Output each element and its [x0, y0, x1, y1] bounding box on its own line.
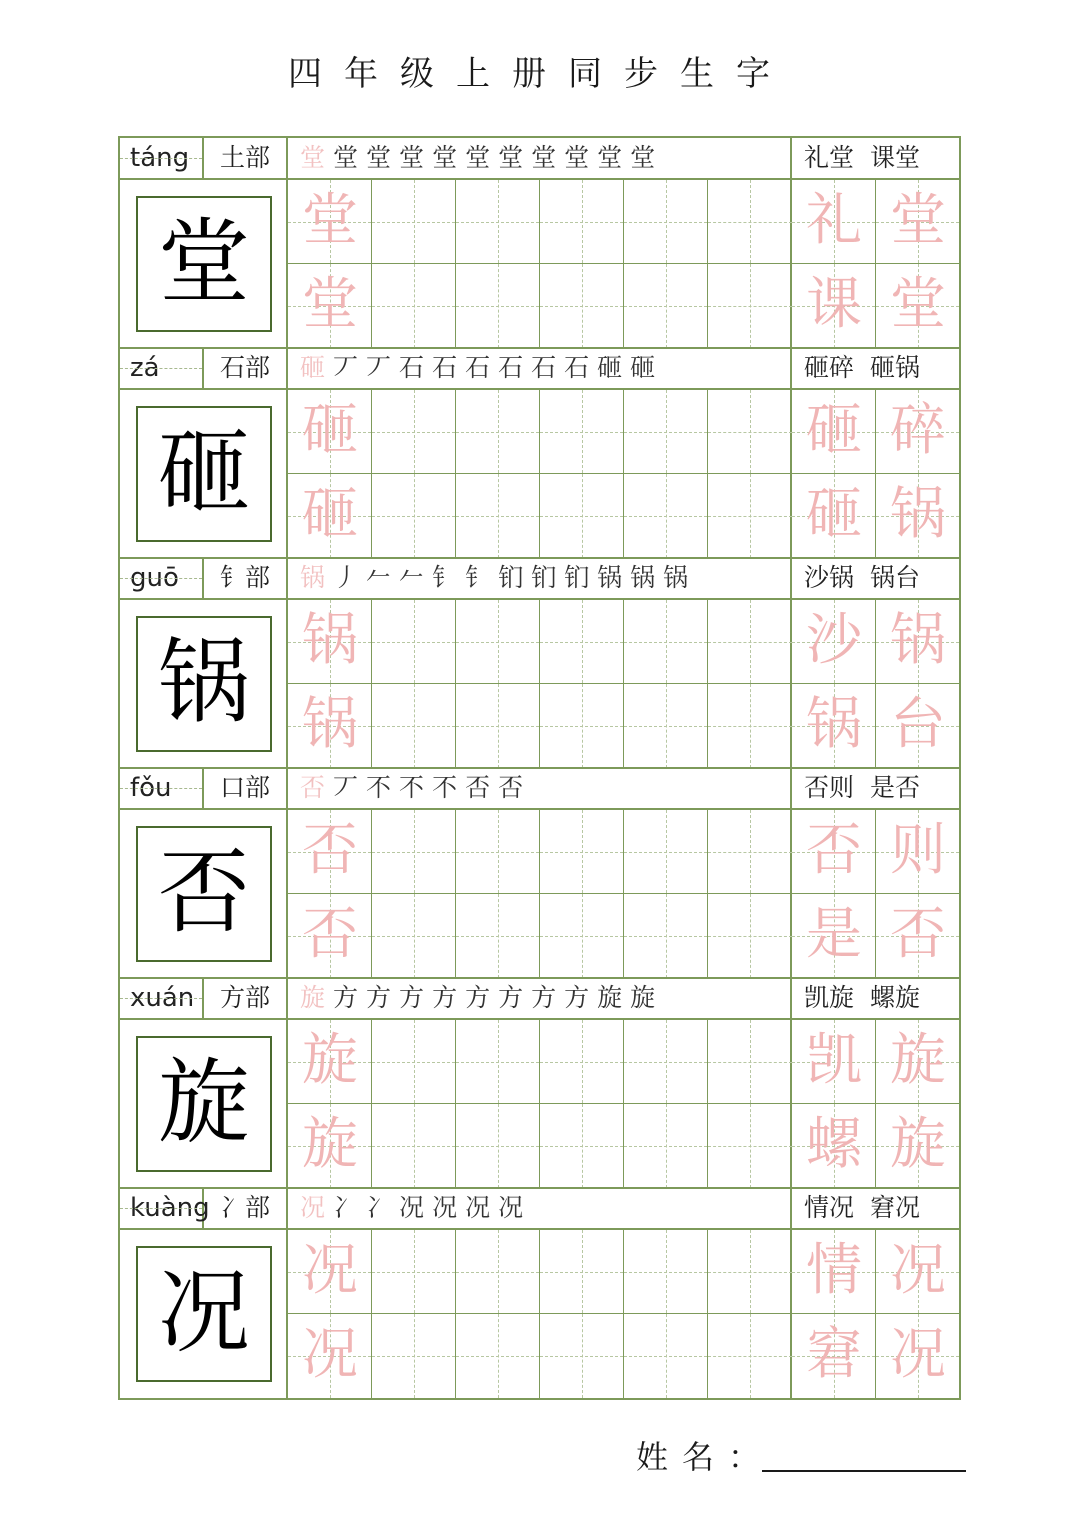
- practice-cell[interactable]: [456, 810, 540, 894]
- practice-cell[interactable]: [708, 1230, 792, 1314]
- main-character: 旋: [136, 1036, 272, 1172]
- stroke-step: 𠂉: [366, 563, 392, 592]
- stroke-step: 钔: [564, 563, 590, 592]
- trace-word-character: 是: [806, 902, 862, 967]
- stroke-step: 砸: [630, 353, 656, 382]
- word-cell[interactable]: [792, 810, 876, 894]
- stroke-step: 石: [432, 353, 458, 382]
- practice-cell[interactable]: [624, 1020, 708, 1104]
- stroke-order: [288, 558, 792, 598]
- practice-cell[interactable]: [624, 264, 708, 348]
- practice-cell[interactable]: [456, 180, 540, 264]
- practice-cell[interactable]: [456, 1020, 540, 1104]
- practice-cell[interactable]: [456, 474, 540, 558]
- word-practice-grid: [792, 1230, 959, 1399]
- practice-cell[interactable]: [540, 684, 624, 768]
- character-header-row: [120, 558, 959, 600]
- practice-cell[interactable]: [372, 180, 456, 264]
- main-character-cell: [120, 810, 288, 979]
- word-cell[interactable]: [876, 1230, 959, 1314]
- practice-cell[interactable]: [708, 264, 792, 348]
- stroke-step: 石: [564, 353, 590, 382]
- stroke-step: 堂: [399, 143, 425, 172]
- word-cell[interactable]: [876, 180, 959, 264]
- practice-cell[interactable]: [624, 474, 708, 558]
- word-cell[interactable]: [876, 390, 959, 474]
- trace-word-character: 砸: [806, 482, 862, 547]
- stroke-step: 方: [465, 983, 491, 1012]
- trace-character: 堂: [302, 272, 358, 337]
- vocab-word: 窘况: [870, 1193, 921, 1222]
- character-header-row: [120, 1188, 959, 1230]
- stroke-step: 否: [465, 773, 491, 802]
- radical-label: 钅部: [204, 558, 288, 598]
- practice-cell[interactable]: [372, 390, 456, 474]
- vocab-word: 凯旋: [804, 983, 855, 1012]
- practice-cell[interactable]: [288, 684, 372, 768]
- vocab-word: 沙锅: [804, 563, 855, 592]
- trace-character: 锅: [302, 608, 358, 673]
- name-label: 姓名：: [636, 1438, 775, 1476]
- stroke-step: 丆: [366, 353, 392, 382]
- trace-word-character: 旋: [890, 1112, 946, 1177]
- practice-grid: [288, 1020, 792, 1189]
- practice-cell[interactable]: [624, 390, 708, 474]
- practice-cell[interactable]: [540, 1104, 624, 1188]
- word-list: [792, 558, 959, 598]
- practice-cell[interactable]: [540, 894, 624, 978]
- stroke-step: 石: [465, 353, 491, 382]
- word-cell[interactable]: [792, 264, 876, 348]
- word-cell[interactable]: [792, 474, 876, 558]
- word-cell[interactable]: [792, 1314, 876, 1398]
- stroke-step: 丆: [333, 353, 359, 382]
- stroke-order: [288, 768, 792, 808]
- stroke-step: 石: [399, 353, 425, 382]
- practice-cell[interactable]: [624, 684, 708, 768]
- word-cell[interactable]: [876, 1104, 959, 1188]
- word-cell[interactable]: [876, 810, 959, 894]
- practice-cell[interactable]: [540, 810, 624, 894]
- practice-cell[interactable]: [288, 390, 372, 474]
- practice-cell[interactable]: [372, 684, 456, 768]
- stroke-step: 方: [333, 983, 359, 1012]
- character-block: [120, 348, 959, 559]
- stroke-order: [288, 138, 792, 178]
- trace-word-character: 砸: [806, 398, 862, 463]
- stroke-step: 堂: [465, 143, 491, 172]
- trace-word-character: 否: [806, 818, 862, 883]
- practice-cell[interactable]: [456, 684, 540, 768]
- practice-cell[interactable]: [456, 390, 540, 474]
- trace-character: 否: [302, 902, 358, 967]
- main-character-cell: [120, 180, 288, 349]
- practice-cell[interactable]: [624, 810, 708, 894]
- stroke-step: 冫: [333, 1193, 359, 1222]
- word-cell[interactable]: [792, 1104, 876, 1188]
- practice-cell[interactable]: [624, 894, 708, 978]
- stroke-step: 钅: [432, 563, 458, 592]
- stroke-step: 方: [432, 983, 458, 1012]
- trace-word-character: 堂: [890, 188, 946, 253]
- character-block: [120, 558, 959, 769]
- word-cell[interactable]: [876, 684, 959, 768]
- trace-word-character: 礼: [806, 188, 862, 253]
- stroke-step: 不: [366, 773, 392, 802]
- stroke-step: 堂: [300, 143, 326, 172]
- trace-word-character: 旋: [890, 1028, 946, 1093]
- pinyin-label: xuán: [120, 978, 204, 1018]
- practice-cell[interactable]: [708, 894, 792, 978]
- practice-cell[interactable]: [540, 1020, 624, 1104]
- main-character-cell: [120, 1020, 288, 1189]
- trace-word-character: 则: [890, 818, 946, 883]
- word-cell[interactable]: [876, 1020, 959, 1104]
- word-list: [792, 1188, 959, 1228]
- practice-cell[interactable]: [540, 600, 624, 684]
- practice-cell[interactable]: [540, 390, 624, 474]
- practice-cell[interactable]: [540, 264, 624, 348]
- trace-word-character: 凯: [806, 1028, 862, 1093]
- practice-grid: [288, 1230, 792, 1399]
- pinyin-label: táng: [120, 138, 204, 178]
- stroke-step: 堂: [597, 143, 623, 172]
- trace-word-character: 锅: [890, 482, 946, 547]
- word-practice-grid: [792, 1020, 959, 1189]
- stroke-step: 石: [498, 353, 524, 382]
- stroke-step: 𠂉: [399, 563, 425, 592]
- character-block: [120, 768, 959, 979]
- word-list: [792, 138, 959, 178]
- practice-cell[interactable]: [372, 894, 456, 978]
- word-practice-grid: [792, 600, 959, 769]
- word-cell[interactable]: [792, 600, 876, 684]
- character-block: [120, 138, 959, 349]
- trace-word-character: 况: [890, 1238, 946, 1303]
- practice-cell[interactable]: [624, 180, 708, 264]
- stroke-step: 堂: [630, 143, 656, 172]
- trace-character: 否: [302, 818, 358, 883]
- radical-label: 冫部: [204, 1188, 288, 1228]
- main-character-cell: [120, 600, 288, 769]
- vocab-word: 砸碎: [804, 353, 855, 382]
- word-cell[interactable]: [792, 180, 876, 264]
- main-character: 否: [136, 826, 272, 962]
- trace-word-character: 窘: [806, 1322, 862, 1387]
- practice-cell[interactable]: [456, 894, 540, 978]
- stroke-step: 锅: [630, 563, 656, 592]
- stroke-step: 否: [300, 773, 326, 802]
- practice-cell[interactable]: [456, 1230, 540, 1314]
- stroke-step: 方: [366, 983, 392, 1012]
- stroke-step: 堂: [564, 143, 590, 172]
- main-character: 况: [136, 1246, 272, 1382]
- practice-cell[interactable]: [372, 1230, 456, 1314]
- stroke-step: 锅: [300, 563, 326, 592]
- word-cell[interactable]: [876, 474, 959, 558]
- vocab-word: 礼堂: [804, 143, 855, 172]
- pinyin-label: kuàng: [120, 1188, 204, 1228]
- radical-label: 石部: [204, 348, 288, 388]
- practice-cell[interactable]: [624, 600, 708, 684]
- main-character: 锅: [136, 616, 272, 752]
- practice-cell[interactable]: [708, 600, 792, 684]
- stroke-step: 况: [300, 1193, 326, 1222]
- practice-cell[interactable]: [708, 684, 792, 768]
- name-input-line[interactable]: [762, 1470, 966, 1472]
- stroke-order: [288, 1188, 792, 1228]
- character-block: [120, 978, 959, 1189]
- trace-word-character: 锅: [806, 692, 862, 757]
- trace-character: 锅: [302, 692, 358, 757]
- word-cell[interactable]: [876, 894, 959, 978]
- practice-cell[interactable]: [372, 600, 456, 684]
- pinyin-label: fǒu: [120, 768, 204, 808]
- stroke-step: 砸: [300, 353, 326, 382]
- practice-cell[interactable]: [708, 390, 792, 474]
- trace-character: 堂: [302, 188, 358, 253]
- practice-cell[interactable]: [708, 474, 792, 558]
- practice-cell[interactable]: [708, 1104, 792, 1188]
- page-title: 四年级上册同步生字: [288, 54, 792, 94]
- stroke-step: 况: [432, 1193, 458, 1222]
- stroke-step: 不: [399, 773, 425, 802]
- word-list: [792, 768, 959, 808]
- character-header-row: [120, 768, 959, 810]
- pinyin-label: zá: [120, 348, 204, 388]
- stroke-step: 冫: [366, 1193, 392, 1222]
- stroke-step: 锅: [663, 563, 689, 592]
- stroke-step: 砸: [597, 353, 623, 382]
- stroke-step: 石: [531, 353, 557, 382]
- stroke-step: 堂: [333, 143, 359, 172]
- practice-cell[interactable]: [456, 1314, 540, 1398]
- practice-cell[interactable]: [288, 1230, 372, 1314]
- practice-cell[interactable]: [372, 810, 456, 894]
- word-list: [792, 978, 959, 1018]
- vocab-word: 是否: [870, 773, 921, 802]
- practice-grid: [288, 390, 792, 559]
- practice-cell[interactable]: [372, 264, 456, 348]
- main-character-cell: [120, 1230, 288, 1399]
- practice-cell[interactable]: [288, 1020, 372, 1104]
- stroke-step: 况: [498, 1193, 524, 1222]
- radical-label: 土部: [204, 138, 288, 178]
- vocab-word: 课堂: [870, 143, 921, 172]
- stroke-step: 方: [564, 983, 590, 1012]
- vocab-word: 砸锅: [870, 353, 921, 382]
- main-character-cell: [120, 390, 288, 559]
- stroke-step: 堂: [498, 143, 524, 172]
- stroke-order: [288, 978, 792, 1018]
- word-cell[interactable]: [876, 264, 959, 348]
- trace-character: 况: [302, 1238, 358, 1303]
- vocab-word: 锅台: [870, 563, 921, 592]
- stroke-step: 方: [399, 983, 425, 1012]
- vocab-word: 螺旋: [870, 983, 921, 1012]
- trace-word-character: 况: [890, 1322, 946, 1387]
- practice-cell[interactable]: [288, 810, 372, 894]
- practice-cell[interactable]: [456, 1104, 540, 1188]
- practice-cell[interactable]: [288, 264, 372, 348]
- practice-sheet: [118, 136, 961, 1400]
- practice-cell[interactable]: [288, 1314, 372, 1398]
- stroke-step: 钔: [531, 563, 557, 592]
- word-cell[interactable]: [792, 1230, 876, 1314]
- trace-word-character: 情: [806, 1238, 862, 1303]
- trace-word-character: 课: [806, 272, 862, 337]
- word-practice-grid: [792, 390, 959, 559]
- practice-grid: [288, 600, 792, 769]
- trace-character: 砸: [302, 482, 358, 547]
- vocab-word: 否则: [804, 773, 855, 802]
- main-character: 堂: [136, 196, 272, 332]
- practice-cell[interactable]: [624, 1230, 708, 1314]
- word-cell[interactable]: [876, 600, 959, 684]
- trace-character: 砸: [302, 398, 358, 463]
- stroke-step: 旋: [597, 983, 623, 1012]
- word-list: [792, 348, 959, 388]
- word-cell[interactable]: [792, 1020, 876, 1104]
- trace-word-character: 沙: [806, 608, 862, 673]
- word-cell[interactable]: [876, 1314, 959, 1398]
- word-cell[interactable]: [792, 390, 876, 474]
- practice-cell[interactable]: [288, 180, 372, 264]
- stroke-step: 丆: [333, 773, 359, 802]
- word-cell[interactable]: [792, 684, 876, 768]
- practice-grid: [288, 810, 792, 979]
- practice-cell[interactable]: [288, 1104, 372, 1188]
- stroke-step: 否: [498, 773, 524, 802]
- practice-cell[interactable]: [624, 1104, 708, 1188]
- practice-cell[interactable]: [540, 1230, 624, 1314]
- practice-cell[interactable]: [708, 810, 792, 894]
- main-character: 砸: [136, 406, 272, 542]
- stroke-step: 堂: [432, 143, 458, 172]
- word-cell[interactable]: [792, 894, 876, 978]
- radical-label: 口部: [204, 768, 288, 808]
- practice-cell[interactable]: [456, 264, 540, 348]
- stroke-step: 堂: [366, 143, 392, 172]
- practice-cell[interactable]: [372, 1314, 456, 1398]
- stroke-step: 旋: [300, 983, 326, 1012]
- word-practice-grid: [792, 180, 959, 349]
- stroke-step: 不: [432, 773, 458, 802]
- stroke-step: 旋: [630, 983, 656, 1012]
- stroke-step: 锅: [597, 563, 623, 592]
- practice-cell[interactable]: [540, 474, 624, 558]
- practice-cell[interactable]: [708, 180, 792, 264]
- pinyin-label: guō: [120, 558, 204, 598]
- practice-cell[interactable]: [708, 1314, 792, 1398]
- trace-character: 旋: [302, 1028, 358, 1093]
- character-header-row: [120, 138, 959, 180]
- practice-cell[interactable]: [456, 600, 540, 684]
- stroke-step: 况: [399, 1193, 425, 1222]
- practice-cell[interactable]: [708, 1020, 792, 1104]
- stroke-step: 钔: [498, 563, 524, 592]
- character-block: [120, 1188, 959, 1399]
- trace-word-character: 台: [890, 692, 946, 757]
- trace-word-character: 否: [890, 902, 946, 967]
- practice-cell[interactable]: [288, 474, 372, 558]
- trace-word-character: 碎: [890, 398, 946, 463]
- character-header-row: [120, 348, 959, 390]
- trace-word-character: 堂: [890, 272, 946, 337]
- stroke-step: 堂: [531, 143, 557, 172]
- stroke-step: 方: [531, 983, 557, 1012]
- practice-cell[interactable]: [624, 1314, 708, 1398]
- trace-word-character: 螺: [806, 1112, 862, 1177]
- trace-character: 况: [302, 1322, 358, 1387]
- stroke-step: 况: [465, 1193, 491, 1222]
- practice-cell[interactable]: [288, 894, 372, 978]
- trace-character: 旋: [302, 1112, 358, 1177]
- stroke-order: [288, 348, 792, 388]
- practice-cell[interactable]: [372, 474, 456, 558]
- practice-cell[interactable]: [372, 1020, 456, 1104]
- character-header-row: [120, 978, 959, 1020]
- stroke-step: 钅: [465, 563, 491, 592]
- stroke-step: 丿: [333, 563, 359, 592]
- practice-cell[interactable]: [372, 1104, 456, 1188]
- vocab-word: 情况: [804, 1193, 855, 1222]
- word-practice-grid: [792, 810, 959, 979]
- practice-cell[interactable]: [288, 600, 372, 684]
- practice-cell[interactable]: [540, 180, 624, 264]
- radical-label: 方部: [204, 978, 288, 1018]
- stroke-step: 方: [498, 983, 524, 1012]
- trace-word-character: 锅: [890, 608, 946, 673]
- practice-cell[interactable]: [540, 1314, 624, 1398]
- practice-grid: [288, 180, 792, 349]
